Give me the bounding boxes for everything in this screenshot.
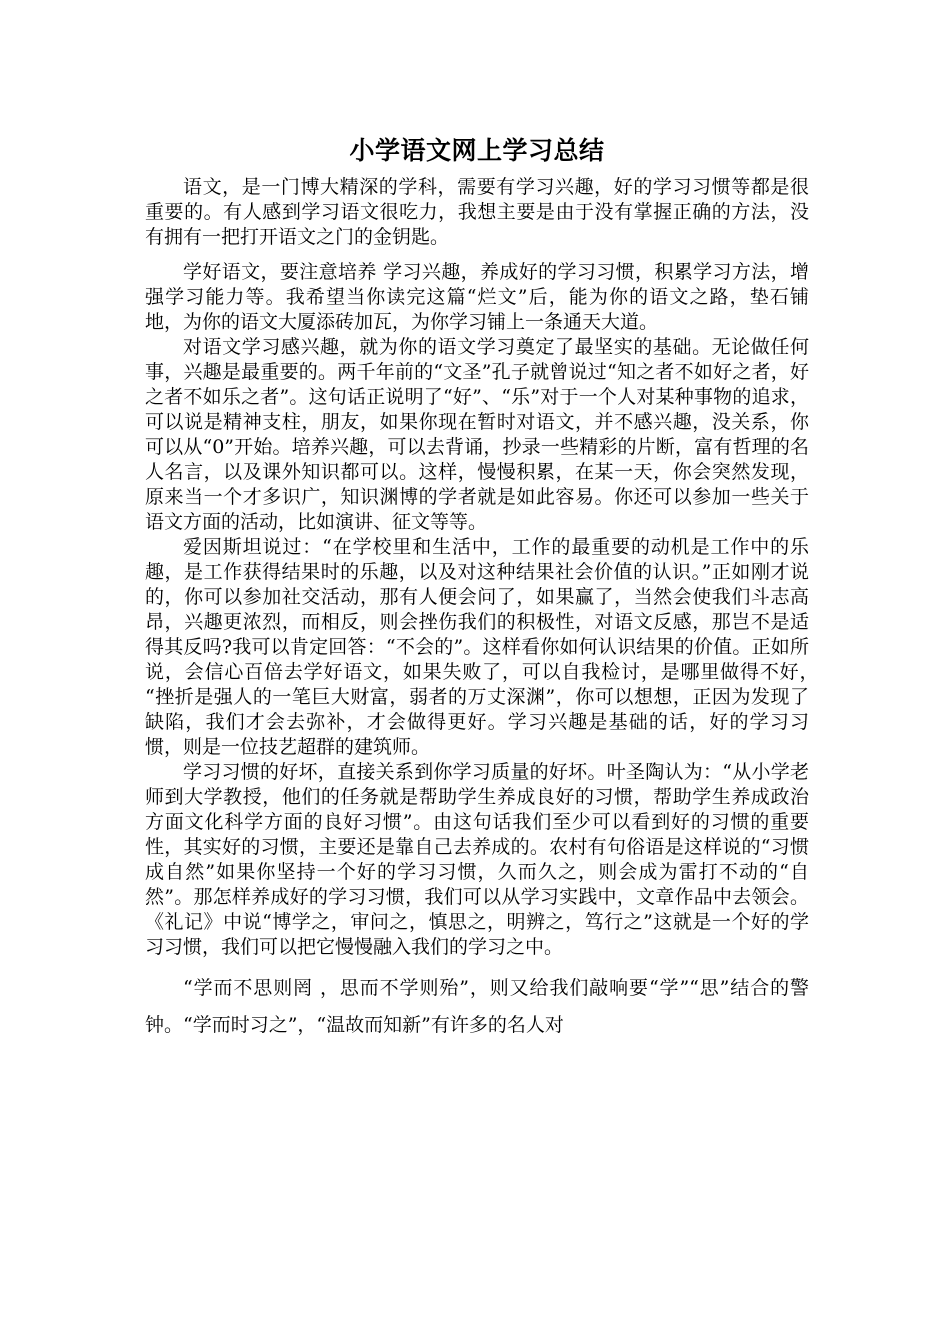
paragraph-habits: 学习习惯的好坏，直接关系到你学习质量的好坏。叶圣陶认为：“从小学老师到大学教授，他们的任务就是帮助学生养成良好的习惯，帮助学生养成政治方面文化科学方面的良好习惯”。由这句话我们至少可以看到好的习惯的重要性，其实好的习惯，主要还是靠自己去养成的。农村有句俗语是这样说的“习惯成自然”如果你坚持一个好的学习习惯，久而久之，则会成为雷打不动的“自然”。那怎样养成好的学习习惯，我们可以从学习实践中，文章作品中去领会。《礼记》中说“博学之，审问之，慎思之，明辨之，笃行之”这就是一个好的学习习惯，我们可以把它慢慢融入我们的学习之中。 — [145, 761, 809, 958]
paragraph-einstein: 爱因斯坦说过：“在学校里和生活中，工作的最重要的动机是工作中的乐趣，是工作获得结果时的乐趣，以及对这种结果社会价值的认识。”正如刚才说的，你可以参加社交活动，那有人便会问了，如果赢了，当然会使我们斗志高昂，兴趣更浓烈，而相反，则会挫伤我们的积极性，对语文反感，那岂不是适得其反吗?我可以肯定回答：“不会的”。这样看你如何认识结果的价值。正如所说，会信心百倍去学好语文，如果失败了，可以自我检讨，是哪里做得不好， “挫折是强人的一笔巨大财富，弱者的万丈深渊”，你可以想想，正因为发现了缺陷，我们才会去弥补，才会做得更好。学习兴趣是基础的话，好的学习习惯，则是一位技艺超群的建筑师。 — [145, 536, 829, 758]
paragraph-interest: 对语文学习感兴趣，就为你的语文学习奠定了最坚实的基础。无论做任何事，兴趣是最重要的。两千年前的“文圣”孔子就曾说过“知之者不如好之者，好之者不如乐之者”。这句话正说明了“好”、“乐”对于一个人对某种事物的追求，可以说是精神支柱，朋友，如果你现在暂时对语文，并不感兴趣，没关系，你可以从“0”开始。培养兴趣，可以去背诵，抄录一些精彩的片断，富有哲理的名人名言，以及课外知识都可以。这样，慢慢积累，在某一天，你会突然发现，原来当一个才多识广，知识渊博的学者就是如此容易。你还可以参加一些关于语文方面的活动，比如演讲、征文等等。 — [145, 336, 809, 533]
document-page — [145, 133, 829, 1044]
paragraph-learning-goals: 学好语文，要注意培养 学习兴趣，养成好的学习习惯，积累学习方法，增强学习能力等。我希望当你读完这篇“烂文”后，能为你的语文之路，垫石铺地，为你的语文大厦添砖加瓦，为你学习铺上一条通天大道。 — [145, 261, 809, 333]
document-title: 小学语文网上学习总结 — [349, 136, 605, 165]
paragraph-intro: 语文，是一门博大精深的学科，需要有学习兴趣，好的学习习惯等都是很重要的。有人感到学习语文很吃力，我想主要是由于没有掌握正确的方法，没有拥有一把打开语文之门的金钥匙。 — [145, 176, 809, 248]
paragraph-learning-thinking: “学而不思则罔 ，思而不学则殆”，则又给我们敲响要“学”“思”结合的警钟。“学而时习之”，“温故而知新”有许多的名人对 — [145, 977, 809, 1036]
